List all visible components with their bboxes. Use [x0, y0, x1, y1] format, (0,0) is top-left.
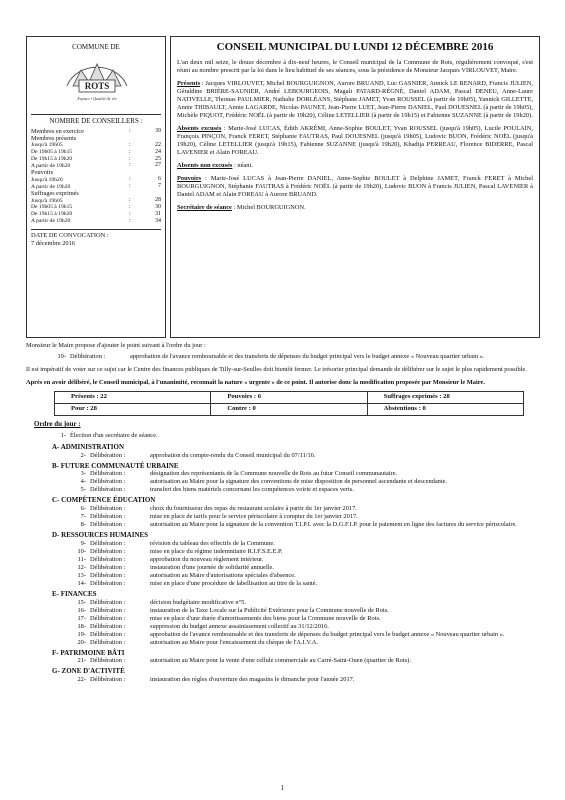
agenda-item-text: approbation du nouveau règlement intérieur. [150, 555, 264, 563]
agenda-item-num: 20- [77, 638, 86, 646]
agenda-section-title: E- FINANCES [52, 589, 97, 598]
agenda-first-num: 1- [60, 431, 66, 439]
agenda-item-text: mise en place du régime indemnitaire R.I.F.S.E.E.P. [150, 547, 283, 555]
page-title: CONSEIL MUNICIPAL DU LUNDI 12 DÉCEMBRE 2016 [216, 41, 494, 53]
logo-text: ROTS [84, 80, 110, 91]
agenda-item-num: 7- [80, 513, 86, 520]
agenda-item-num: 11- [77, 555, 86, 563]
agenda-item-label: Délibération : [90, 470, 126, 478]
agenda-item-text: approbation du compte-rendu du Conseil municipal du 07/11/16. [150, 451, 316, 459]
agenda-item [26, 564, 540, 572]
stats-row-sep: : [129, 141, 131, 148]
agenda-item-num: 14- [77, 579, 86, 587]
vote-contre: Contre : 0 [211, 404, 367, 415]
presents-paragraph [177, 80, 533, 120]
agenda-item [26, 478, 540, 486]
stats-row-label: A partir de 19h20 [31, 218, 71, 225]
agenda-item [26, 657, 540, 665]
stats-row [31, 169, 161, 176]
vote-table [54, 391, 524, 416]
convocation-date: 7 décembre 2016 [31, 239, 76, 247]
agenda-section [26, 443, 540, 460]
stats-row-value [143, 190, 161, 197]
secretaire-paragraph [177, 204, 533, 212]
presents-text: : Jacques VIRLOUVET, Michel BOURGUIGNON, Aurore BRUAND, Luc GASNIER, Annick LE RENARD, Francis JULIEN, Géraldine BRIÈRE-SAUNIER, André LEBOURGEOIS, Magali PATARD-RÉGNÉ, Daniel ADAM, Pascal DENEU, Anne-Laure NATIVELLE, Thomas PAULMIER, Nathalie DORLÉANS, Stéphane JAMET, Yvan ROUSSEL (à partir de 19h05), Yannick GILLETTE, Annie THIBAULT, Annie LAGARDE, Nicolas PAUNET, Jean-Pierre LUET, Jean-Pierre DANIEL, Paul DOUESNEL (à partir de 19h05), Michèle PIQUOT, Frédéric NOËL (à partir de 19h20), Céline LETELLIER (à partir de 19h15) et Fabienne SUZANNE (à partir de 19h20). [177, 79, 533, 119]
agenda-item-num: 4- [80, 478, 86, 486]
vote-row-1 [54, 391, 524, 404]
stats-row-sep: : [129, 155, 131, 162]
agenda-item-label: Délibération : [90, 478, 126, 486]
pouvoirs-text: : Marie-José LUCAS à Jean-Pierre DANIEL, Anne-Sophie BOULET à Delphine JAMET, Franck FERET à Michel BOURGUIGNON, Stéphanie FAUTRAS à Frédéric NOËL (à partir de 19h20), Ludovic BUON à Francis JULIEN, Pascal LAVENIER à Daniel ADAM et Alain FOREAU à Aurore BRUAND. [177, 174, 533, 198]
excuses-label: Absents excusés [177, 124, 222, 132]
stats-row-label: Jusqu'à 19h05 [31, 197, 63, 204]
agenda-item [26, 505, 540, 513]
agenda-item-text: choix du fournisseur des repas du restaurant scolaire à partir du 1er janvier 2017. [150, 505, 357, 512]
stats-row-value: 27 [155, 162, 161, 169]
stats-row-label: De 19h05 à 19h15 [31, 204, 73, 211]
stats-row-sep: : [129, 127, 131, 134]
agenda-item-num: 19- [77, 630, 86, 638]
agenda-section [26, 590, 540, 647]
stats-row-sep [129, 190, 143, 197]
stats-row [31, 156, 161, 163]
agenda-item-label: Délibération : [90, 521, 126, 528]
agenda-item-text: mise en place de tarifs pour le service périscolaire à compter du 1er janvier 2017. [150, 513, 358, 520]
agenda-item-label: Délibération : [90, 571, 126, 579]
stats-row-value: 24 [155, 148, 161, 155]
stats-row-label: De 19h05 à 19h15 [31, 148, 73, 155]
agenda-item-num: 22- [77, 676, 86, 683]
stats-row [31, 211, 161, 218]
agenda-item [26, 631, 540, 639]
agenda-item-text: instauration d'une journée de solidarité annuelle. [150, 563, 274, 571]
agenda-item-num: 12- [77, 563, 86, 571]
council-box [170, 36, 540, 338]
agenda-item-text: révision du tableau des effectifs de la Commune. [150, 539, 275, 547]
agenda-item [26, 521, 540, 529]
agenda-section-title: F- PATRIMOINE BÂTI [52, 648, 125, 657]
commune-logo [27, 52, 165, 108]
stats-row [31, 190, 161, 197]
agenda-item [26, 607, 540, 615]
agenda-item-label: Délibération : [90, 622, 126, 630]
non-excuses-text: : néant. [232, 161, 253, 169]
stats-row-label: A partir de 19h20 [31, 183, 71, 190]
convocation-label: DATE DE CONVOCATION : [31, 231, 109, 239]
agenda-item-text: instauration des règles d'ouverture des magasins le dimanche pour l'année 2017. [150, 676, 355, 683]
stats-row-value: 34 [155, 218, 161, 225]
convocation [31, 229, 161, 248]
stats-row-sep: : [129, 162, 131, 169]
agenda-item [26, 548, 540, 556]
agenda-section-title: A- ADMINISTRATION [52, 442, 125, 451]
non-excuses-label: Absents non excusés [177, 161, 233, 169]
agenda-section-title: D- RESSOURCES HUMAINES [52, 531, 149, 539]
logo-tagline: Espace • Qualité de vie [77, 95, 117, 101]
stats-row [31, 197, 161, 204]
agenda-item-label: Délibération : [90, 657, 126, 665]
agenda-item-text: approbation de l'avance remboursable et des transferts de dépenses du budget principal vers le budget annexe « Nouveau quartier urbain ». [150, 630, 505, 638]
agenda-item-text: autorisation au Maire d'autorisations spéciales d'absence. [150, 571, 296, 579]
stats-row-sep: : [129, 211, 131, 218]
agenda-item-num: 8- [80, 521, 86, 528]
agenda-item-num: 13- [77, 571, 86, 579]
agenda-item-num: 5- [80, 486, 86, 494]
agenda-item [26, 572, 540, 580]
stats-title: NOMBRE DE CONSEILLERS : [49, 116, 143, 125]
agenda-item-text: mise en place d'une procédure de labellisation au titre de la santé. [150, 579, 318, 587]
agenda-item [26, 513, 540, 521]
secretaire-text: : Michel BOURGUIGNON. [231, 203, 306, 211]
agenda-item-label: Délibération : [90, 638, 126, 646]
agenda-item [26, 623, 540, 631]
agenda-item-text: décision budgétaire modificative n°5. [150, 598, 246, 606]
agenda-item-num: 16- [77, 606, 86, 614]
stats-row-value: 7 [158, 183, 161, 190]
agenda-item-num: 17- [77, 614, 86, 622]
stats-box [31, 114, 161, 248]
body-p1: Monsieur le Maire propose d'ajouter le point suivant à l'ordre du jour : [26, 342, 206, 349]
agenda-section-title: G- ZONE D'ACTIVITÉ [52, 667, 125, 676]
vote-suffrages: Suffrages exprimés : 28 [383, 393, 450, 401]
stats-row-sep: : [129, 197, 131, 204]
pouvoirs-paragraph [177, 175, 533, 199]
agenda-item-text: autorisation au Maire pour l'encaissement du chèque de l'A.I.V.A. [150, 638, 318, 646]
agenda-section [26, 667, 540, 684]
agenda-item-text: autorisation au Maire pour la signature de la convention T.I.P.I. avec la D.G.F.I.P. pour le paiement en ligne des factures du service périscolaire. [150, 521, 517, 528]
secretaire-label: Secrétaire de séance [177, 203, 232, 211]
agenda-item-text: désignation des représentants de la Commune nouvelle de Rots au futur Conseil communautaire. [150, 470, 398, 478]
agenda-item [26, 676, 540, 684]
added-num: 19- [57, 353, 66, 360]
stats-row-value: 31 [155, 211, 161, 218]
agenda-item-text: autorisation au Maire pour la vente d'une cellule commerciale au Carré-Saint-Ouen (quartier de Rots). [150, 657, 411, 665]
agenda-item-num: 21- [77, 657, 86, 665]
added-item [26, 353, 540, 361]
agenda-item-num: 10- [77, 547, 86, 555]
agenda-item-label: Délibération : [90, 606, 126, 614]
agenda-title: Ordre du jour : [34, 420, 81, 428]
stats-row [31, 162, 161, 169]
stats-row-sep: : [129, 204, 131, 211]
agenda-item-label: Délibération : [90, 579, 126, 587]
body-p2: Il est impératif de voter sur ce sujet car le Centre des finances publiques de Tilly-sur-Seulles doit bientôt fermer. Le trésorier principal demande de délibérer sur le sujet le plus rapidement possible. [26, 366, 527, 373]
stats-row-sep: : [129, 218, 131, 225]
pouvoirs-label: Pouvoirs [177, 174, 202, 182]
agenda-item-num: 18- [77, 622, 86, 630]
agenda-item-label: Délibération : [90, 676, 126, 683]
stats-row-sep [129, 169, 143, 176]
agenda-item [26, 599, 540, 607]
stats-row-value [143, 135, 161, 142]
agenda-item-text: autorisation au Maire pour la signature des conventions de mise disposition de personnel ascendante et descendante. [150, 478, 448, 486]
stats-row-value: 28 [155, 197, 161, 204]
agenda-item-text: mise en place d'une durée d'amortissements des biens pour la Commune nouvelle de Rots. [150, 614, 381, 622]
stats-row [31, 204, 161, 211]
stats-row-value: 30 [155, 204, 161, 211]
vote-row-2 [54, 404, 524, 416]
stats-row-value [143, 169, 161, 176]
added-label: Délibération : [70, 353, 106, 360]
agenda-item-label: Délibération : [90, 614, 126, 622]
commune-box [26, 36, 166, 338]
stats-row-value: 6 [158, 176, 161, 183]
agenda-item-label: Délibération : [90, 563, 126, 571]
stats-row [31, 135, 161, 142]
vote-pouvoirs: Pouvoirs : 6 [211, 392, 367, 403]
commune-title: COMMUNE DE [72, 43, 120, 51]
agenda-item-text: instauration de la Taxe Locale sur la Publicité Extérieure pour la Commune nouvelle de Rots. [150, 606, 389, 614]
stats-row-label: Membres en exercice [31, 127, 84, 135]
agenda-item-num: 6- [80, 505, 86, 512]
stats-row [31, 183, 161, 190]
excuses-paragraph [177, 125, 533, 157]
stats-row-sep [129, 135, 143, 142]
agenda-first-text: Élection d'un secrétaire de séance. [70, 431, 158, 439]
agenda-item-label: Délibération : [90, 513, 126, 520]
stats-row [31, 218, 161, 225]
agenda-item-label: Délibération : [90, 451, 126, 459]
agenda-item-num: 3- [80, 470, 86, 478]
excuses-text: : Marie-José LUCAS, Édith AKRÉMI, Anne-Sophie BOULET, Yvan ROUSSEL (jusqu'à 19h05), Lucile POULAIN, François PINÇON, Franck FERET, Stéphanie FAUTRAS, Paul DOUESNEL (jusqu'à 19h05), Ludovic BUON, Frédéric NOËL (jusqu'à 19h20), Céline LETELLIER (jusqu'à 19h15), Fabienne SUZANNE (jusqu'à 19h20), Khadija PERREAU, Florence BIDERRE, Pascal LAVENIER et Alain FOREAU. [177, 124, 533, 156]
agenda-item-num: 9- [80, 539, 86, 547]
agenda-sections [26, 443, 540, 684]
vote-presents: Présents : 22 [55, 392, 211, 403]
agenda-section [26, 496, 540, 529]
presents-label: Présents [177, 79, 201, 87]
agenda-item-label: Délibération : [90, 630, 126, 638]
stats-row [31, 176, 161, 183]
stats-row-value: 39 [155, 127, 161, 134]
stats-row-sep: : [129, 176, 131, 183]
agenda-item [26, 639, 540, 647]
logo-icon [57, 56, 137, 104]
stats-row [31, 128, 161, 135]
agenda-item [26, 470, 540, 478]
agenda-section-title: B- FUTURE COMMUNAUTÉ URBAINE [52, 461, 179, 470]
agenda-item-label: Délibération : [90, 505, 126, 512]
main-body [26, 342, 540, 686]
stats-row-label: A partir de 19h20 [31, 162, 71, 169]
vote-abstentions: Abstentions : 0 [383, 405, 426, 413]
stats-row-label: Jusqu'à 19h20 [31, 176, 63, 183]
agenda-item-label: Délibération : [90, 486, 126, 494]
agenda-item [26, 556, 540, 564]
stats-row-sep: : [129, 183, 131, 190]
stats-row-sep: : [129, 148, 131, 155]
stats-row-label: De 19h15 à 19h20 [31, 211, 73, 218]
intro-text: L'an deux mil seize, le douze décembre à dix-neuf heures, le Conseil municipal de la Commune de Rots, régulièrement convoqué, s'est réuni au nombre prescrit par la loi dans le lieu habituel de ses séances, sous la présidence de Monsieur Jacques VIRLOUVET, Maire. [177, 58, 533, 74]
agenda-item [26, 580, 540, 588]
vote-pour: Pour : 28 [55, 404, 211, 415]
agenda-item [26, 486, 540, 494]
agenda-first-item [26, 432, 540, 440]
non-excuses-paragraph [177, 162, 533, 170]
agenda-item-label: Délibération : [90, 539, 126, 547]
agenda-item-text: transfert des biens matériels concernant les compétences voirie et espaces verts. [150, 486, 354, 494]
agenda-item-num: 2- [80, 451, 86, 459]
stats-row-label: Suffrages exprimés [31, 190, 79, 198]
page-number: 1 [280, 784, 285, 792]
stats-row-label: Jusqu'à 19h05 [31, 141, 63, 148]
agenda-section [26, 531, 540, 588]
stats-row-value: 22 [155, 141, 161, 148]
agenda-section-title: C- COMPÉTENCE ÉDUCATION [52, 496, 156, 505]
added-text: approbation de l'avance remboursable et des transferts de dépenses du budget principal vers le budget annexe « Nouveau quartier urbain ». [130, 353, 485, 360]
stats-row-label: Membres présents [31, 134, 77, 142]
stats-row [31, 149, 161, 156]
stats-table [31, 128, 161, 225]
body-p3: Après en avoir délibéré, le Conseil municipal, à l'unanimité, reconnaît la nature « urgente » de ce point. Il autorise donc la modification proposée par Monsieur le Maire. [26, 379, 485, 386]
agenda-item [26, 452, 540, 460]
stats-row [31, 142, 161, 149]
stats-row-value: 25 [155, 155, 161, 162]
agenda-item-num: 15- [77, 598, 86, 606]
agenda-section [26, 462, 540, 495]
agenda-item-text: suppression du budget annexe assainissement collectif au 31/12/2016. [150, 622, 329, 630]
agenda-section [26, 649, 540, 666]
agenda-item-label: Délibération : [90, 547, 126, 555]
agenda-item-label: Délibération : [90, 555, 126, 563]
agenda-item-label: Délibération : [90, 598, 126, 606]
stats-row-label: Pouvoirs [31, 169, 54, 177]
stats-row-label: De 19h15 à 19h20 [31, 155, 73, 162]
agenda-item [26, 615, 540, 623]
agenda-item [26, 540, 540, 548]
